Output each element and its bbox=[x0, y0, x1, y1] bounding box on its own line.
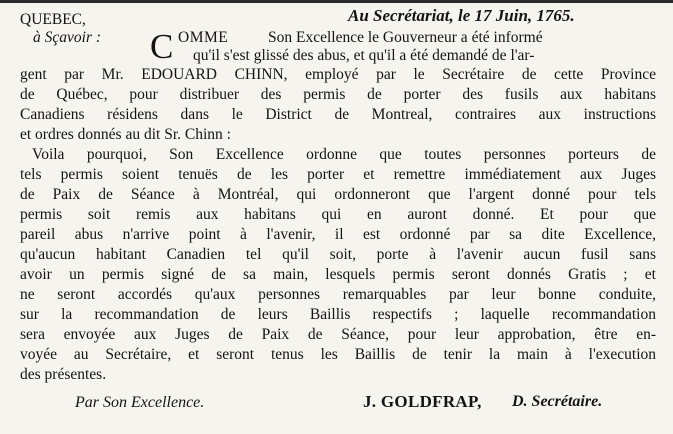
text-line-13: avoir un permis signé de sa main, lesquels permis seront donnés Gratis ; et bbox=[20, 266, 656, 283]
drop-cap: C bbox=[150, 27, 174, 66]
first-word-caps: OMME bbox=[178, 29, 229, 46]
text-line-3: gent par Mr. EDOUARD CHINN, employé par le Secrétaire de cette Province bbox=[20, 66, 656, 83]
text-line-18: des présentes. bbox=[20, 366, 107, 383]
text-line-9: de Paix de Séance à Montréal, qui ordonneront que l'argent donné pour tels bbox=[20, 186, 656, 203]
text-line-11: pareil abus n'arrive point à l'avenir, il est ordonné par sa dite Excellence, bbox=[20, 226, 656, 243]
place-heading: QUEBEC, bbox=[20, 11, 86, 28]
text-line-14: ne seront accordés qu'aux personnes remarquables par leur bonne conduite, bbox=[20, 286, 656, 303]
text-line-15: sur la recommandation de leurs Baillis respectifs ; laquelle recommandation bbox=[20, 306, 656, 323]
text-line-8: tels permis soient tenuës de les porter et remettre immédiatement aux Juges bbox=[20, 166, 656, 183]
dateline: Au Secrétariat, le 17 Juin, 1765. bbox=[348, 6, 575, 25]
text-line-12: qu'aucun habitant Canadien tel qu'il soit, porte à l'avenir aucun fusil sans bbox=[20, 246, 656, 263]
top-rule bbox=[0, 0, 673, 3]
text-line-6: et ordres donnés au dit Sr. Chinn : bbox=[20, 126, 231, 143]
text-line-4: de Québec, pour distribuer des permis de porter des fusils aux habitans bbox=[20, 86, 656, 103]
text-line-7: Voila pourquoi, Son Excellence ordonne que toutes personnes porteurs de bbox=[32, 146, 656, 163]
text-line-5: Canadiens résidens dans le District de Montreal, contraires aux instructions bbox=[20, 106, 656, 123]
text-line-10: permis soit remis aux habitans qui en auront donné. Et pour que bbox=[20, 206, 656, 223]
text-line-2: qu'il s'est glissé des abus, et qu'il a été demandé de l'ar- bbox=[193, 47, 535, 64]
by-order-label: Par Son Excellence. bbox=[75, 394, 205, 411]
text-line-17: voyée au Secrétaire, et seront tenus les Baillis de tenir la main à l'execution bbox=[20, 346, 656, 363]
signature-name: J. GOLDFRAP, bbox=[363, 392, 482, 411]
text-line-16: sera envoyée aux Juges de Paix de Séance, pour leur approbation, être en- bbox=[20, 326, 656, 343]
savoir-label: à Sçavoir : bbox=[33, 29, 102, 46]
text-line-1: Son Excellence le Gouverneur a été informé bbox=[268, 29, 543, 46]
signature-title: D. Secrétaire. bbox=[512, 393, 603, 410]
